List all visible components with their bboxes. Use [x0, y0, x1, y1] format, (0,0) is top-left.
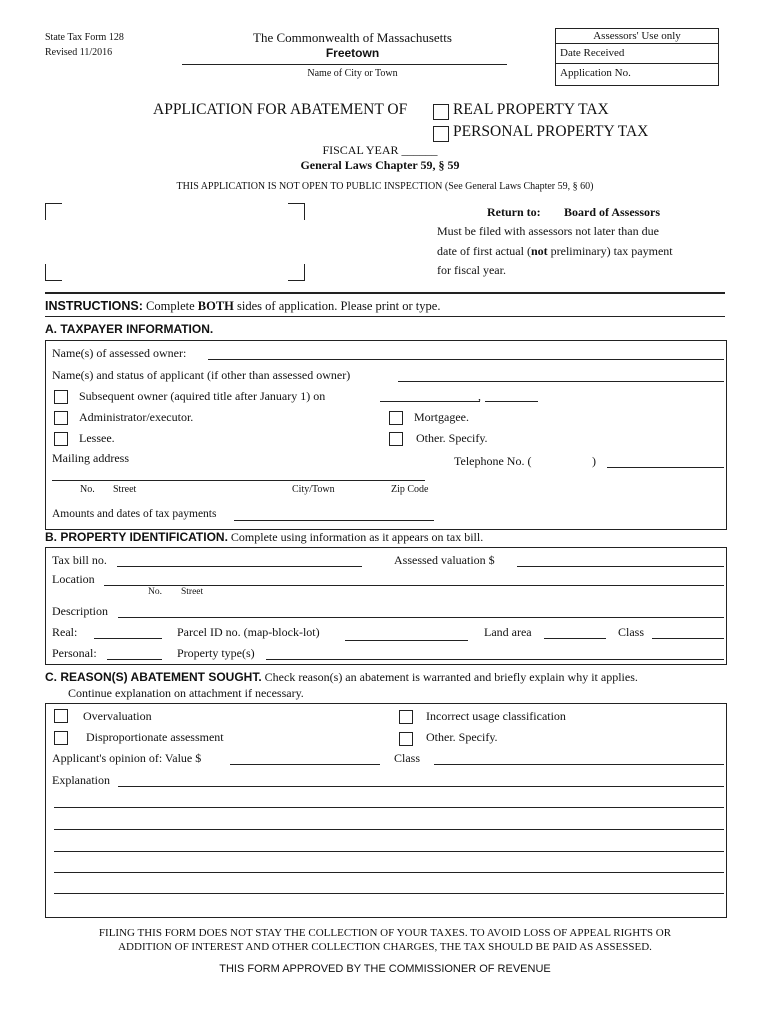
- opinion-value-field[interactable]: [230, 764, 380, 765]
- address-corner-tr: [288, 203, 305, 220]
- board-of-assessors: Board of Assessors: [564, 205, 661, 219]
- application-no[interactable]: Application No.: [560, 67, 631, 79]
- form-id: State Tax Form 128: [45, 32, 124, 43]
- application-for-title: APPLICATION FOR ABATEMENT OF: [153, 101, 408, 118]
- real-field[interactable]: [94, 638, 162, 639]
- explanation-line-1[interactable]: [118, 786, 724, 787]
- revised-date: Revised 11/2016: [45, 47, 113, 58]
- explanation-label: Explanation: [52, 773, 110, 787]
- address-zip-caption: Zip Code: [391, 484, 429, 495]
- assessors-use-box: [555, 28, 719, 86]
- address-no-caption: No.: [80, 484, 95, 495]
- overvaluation-label: Overvaluation: [83, 709, 152, 723]
- section-c-heading: C. REASON(S) ABATEMENT SOUGHT.: [45, 670, 262, 684]
- personal-label: Personal:: [52, 646, 97, 660]
- tax-payments-label: Amounts and dates of tax payments: [52, 508, 217, 520]
- incorrect-usage-label: Incorrect usage classification: [426, 709, 566, 723]
- location-no-caption: No.: [148, 587, 162, 597]
- incorrect-usage-checkbox[interactable]: [399, 710, 413, 724]
- instructions-both: BOTH: [197, 299, 234, 313]
- explanation-line-3[interactable]: [54, 829, 724, 830]
- instructions-label: INSTRUCTIONS:: [45, 299, 143, 313]
- description-label: Description: [52, 604, 108, 618]
- class-label: Class: [618, 625, 645, 639]
- opinion-value-label: Applicant's opinion of: Value $: [52, 751, 202, 765]
- return-line-2-not: not: [530, 244, 548, 258]
- return-line-2c: preliminary) tax payment: [547, 244, 673, 258]
- section-b-heading: B. PROPERTY IDENTIFICATION.: [45, 530, 228, 544]
- return-line-1: Must be filed with assessors not later than due: [437, 224, 659, 238]
- subsequent-owner-date-field[interactable]: [380, 401, 480, 402]
- assessors-use-title: Assessors' Use only: [556, 29, 718, 44]
- tax-bill-label: Tax bill no.: [52, 553, 107, 567]
- parcel-id-field[interactable]: [345, 640, 468, 641]
- mortgagee-checkbox[interactable]: [389, 411, 403, 425]
- address-corner-tl: [45, 203, 62, 220]
- subsequent-owner-comma: ,: [478, 389, 481, 403]
- property-types-label: Property type(s): [177, 646, 255, 660]
- lessee-label: Lessee.: [79, 431, 115, 445]
- instructions-text-a: Complete: [142, 299, 198, 313]
- section-c-heading-line: [45, 670, 638, 685]
- disproportionate-label: Disproportionate assessment: [86, 730, 224, 744]
- subsequent-owner-year-field[interactable]: [485, 401, 538, 402]
- property-types-field[interactable]: [266, 659, 724, 660]
- reason-other-checkbox[interactable]: [399, 732, 413, 746]
- general-laws: General Laws Chapter 59, § 59: [300, 158, 460, 172]
- instructions-divider: [45, 316, 725, 317]
- explanation-line-4[interactable]: [54, 851, 724, 852]
- location-field[interactable]: [104, 585, 724, 586]
- opinion-class-field[interactable]: [434, 764, 724, 765]
- section-a-heading: A. TAXPAYER INFORMATION.: [45, 322, 214, 336]
- section-c-continue: Continue explanation on attachment if necessary.: [68, 686, 304, 700]
- section-c-note: Check reason(s) an abatement is warranted and briefly explain why it applies.: [261, 670, 638, 684]
- other-specify-checkbox[interactable]: [389, 432, 403, 446]
- tax-payments-field[interactable]: [234, 520, 434, 521]
- city-name[interactable]: Freetown: [325, 46, 380, 60]
- administrator-label: Administrator/executor.: [79, 410, 194, 424]
- administrator-checkbox[interactable]: [54, 411, 68, 425]
- explanation-line-5[interactable]: [54, 872, 724, 873]
- date-received[interactable]: Date Received: [556, 44, 718, 64]
- address-city-caption: City/Town: [292, 484, 335, 495]
- lessee-checkbox[interactable]: [54, 432, 68, 446]
- personal-property-checkbox[interactable]: [433, 126, 449, 142]
- class-field[interactable]: [652, 638, 724, 639]
- other-specify-label: Other. Specify.: [416, 431, 488, 445]
- instructions-rule: [45, 292, 725, 294]
- applicant-names-label: Name(s) and status of applicant (if other than assessed owner): [52, 368, 351, 382]
- explanation-line-2[interactable]: [54, 807, 724, 808]
- fiscal-year[interactable]: FISCAL YEAR ______: [322, 143, 438, 157]
- real-property-checkbox[interactable]: [433, 104, 449, 120]
- disproportionate-checkbox[interactable]: [54, 731, 68, 745]
- parcel-id-label: Parcel ID no. (map-block-lot): [177, 625, 320, 639]
- land-area-label: Land area: [484, 625, 532, 639]
- applicant-names-field[interactable]: [398, 381, 724, 382]
- telephone-close: ): [592, 454, 596, 468]
- return-line-2a: date of first actual (: [437, 244, 531, 258]
- overvaluation-checkbox[interactable]: [54, 709, 68, 723]
- return-to-label: Return to:: [487, 205, 541, 219]
- address-street-caption: Street: [113, 484, 137, 495]
- telephone-field[interactable]: [607, 467, 724, 468]
- assessed-valuation-label: Assessed valuation $: [394, 553, 495, 567]
- location-street-caption: Street: [181, 587, 204, 597]
- address-corner-br: [288, 264, 305, 281]
- mailing-address-field[interactable]: [52, 480, 425, 481]
- explanation-line-6[interactable]: [54, 893, 724, 894]
- footer-warning-1: FILING THIS FORM DOES NOT STAY THE COLLECTION OF YOUR TAXES. TO AVOID LOSS OF APPEAL RIGHTS OR: [98, 927, 672, 939]
- footer-approved: THIS FORM APPROVED BY THE COMMISSIONER OF REVENUE: [219, 963, 551, 975]
- section-b-box: [45, 547, 727, 665]
- owner-names-label: Name(s) of assessed owner:: [52, 346, 187, 360]
- personal-field[interactable]: [107, 659, 162, 660]
- subsequent-owner-label: Subsequent owner (aquired title after January 1) on: [79, 389, 326, 403]
- section-b-heading-line: [45, 530, 483, 545]
- owner-names-field[interactable]: [208, 359, 724, 360]
- tax-bill-field[interactable]: [117, 566, 362, 567]
- footer-warning-2: ADDITION OF INTEREST AND OTHER COLLECTION CHARGES, THE TAX SHOULD BE PAID AS ASSESSED.: [118, 941, 652, 953]
- address-corner-bl: [45, 264, 62, 281]
- commonwealth-title: The Commonwealth of Massachusetts: [253, 30, 452, 45]
- subsequent-owner-checkbox[interactable]: [54, 390, 68, 404]
- mailing-address-label: Mailing address: [52, 451, 129, 465]
- real-property-label: REAL PROPERTY TAX: [453, 101, 609, 118]
- land-area-field[interactable]: [544, 638, 606, 639]
- return-line-2: [437, 244, 673, 259]
- instructions-text-c: sides of application. Please print or type.: [233, 299, 441, 313]
- instructions: [45, 299, 440, 314]
- opinion-class-label: Class: [394, 751, 421, 765]
- not-public-notice: THIS APPLICATION IS NOT OPEN TO PUBLIC INSPECTION (See General Laws Chapter 59, § 60): [176, 181, 594, 192]
- description-field[interactable]: [118, 617, 724, 618]
- mortgagee-label: Mortgagee.: [414, 410, 469, 424]
- city-underline: [182, 64, 507, 65]
- section-b-note: Complete using information as it appears on tax bill.: [227, 530, 484, 544]
- location-label: Location: [52, 572, 95, 586]
- city-caption: Name of City or Town: [307, 68, 398, 79]
- return-line-3: for fiscal year.: [437, 263, 506, 277]
- real-label: Real:: [52, 625, 78, 639]
- assessed-valuation-field[interactable]: [517, 566, 724, 567]
- reason-other-label: Other. Specify.: [426, 730, 498, 744]
- personal-property-label: PERSONAL PROPERTY TAX: [453, 123, 649, 140]
- telephone-label: Telephone No. (: [454, 454, 532, 468]
